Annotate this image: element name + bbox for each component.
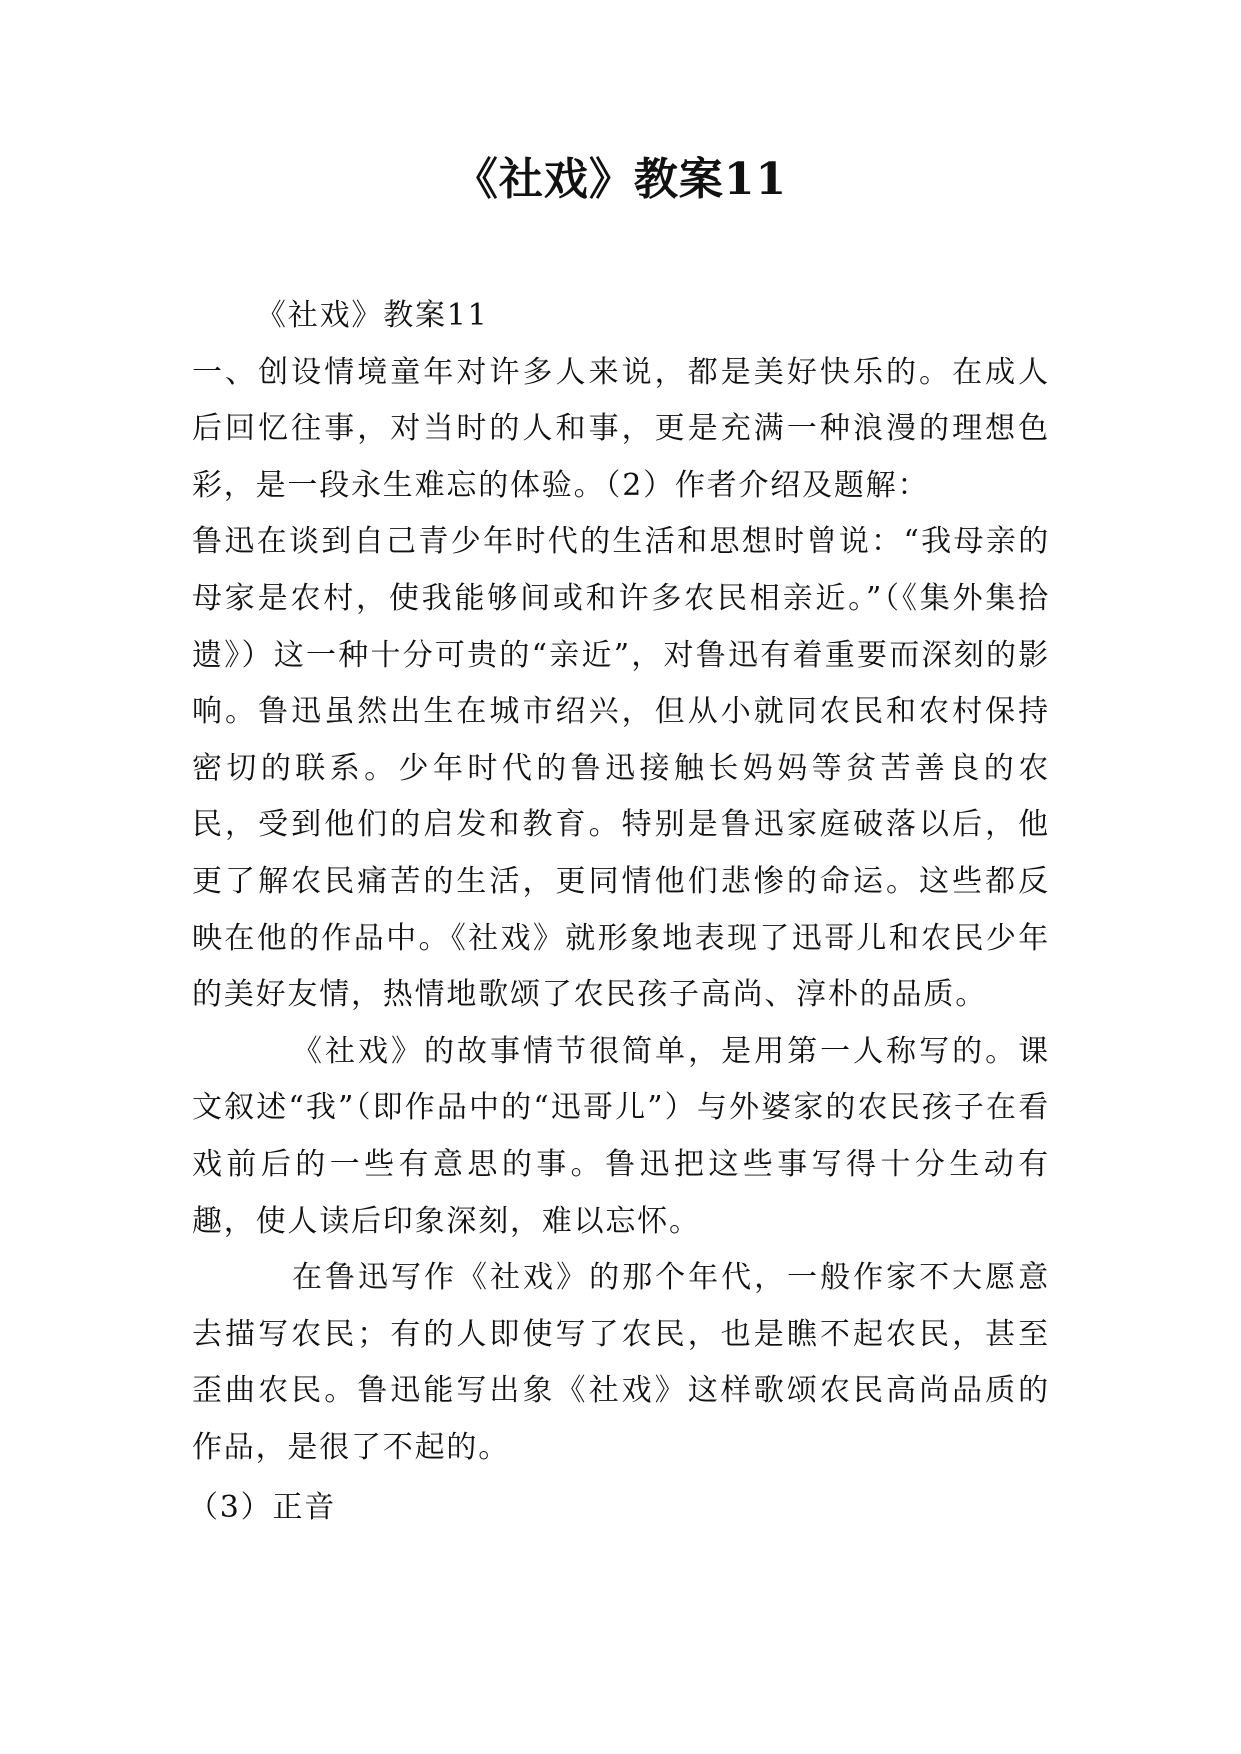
document-subtitle: 《社戏》教案11 [256, 298, 489, 333]
paragraph-author-background: 鲁迅在谈到自己青少年时代的生活和思想时曾说：“我母亲的母家是农村，使我能够间或和许多农民相亲近。”（《集外集拾遗》）这一种十分可贵的“亲近”，对鲁迅有着重要而深刻的影响。鲁迅虽然出生在城市绍兴，但从小就同农民和农村保持密切的联系。少年时代的鲁迅接触长妈妈等贫苦善良的农民，受到他们的启发和教育。特别是鲁迅家庭破落以后，他更了解农民痛苦的生活，更同情他们悲惨的命运。这些都反映在他的作品中。《社戏》就形象地表现了迅哥儿和农民少年的美好友情，热情地歌颂了农民孩子高尚、淳朴的品质。 [192, 524, 1050, 1013]
paragraph-era-context: 在鲁迅写作《社戏》的那个年代，一般作家不大愿意去描写农民；有的人即使写了农民，也是瞧不起农民，甚至歪曲农民。鲁迅能写出象《社戏》这样歌颂农民高尚品质的作品，是很了不起的。 [192, 1260, 1050, 1465]
document-body [188, 288, 1050, 1537]
document-title: 《社戏》教案11 [453, 154, 788, 205]
paragraph-intro: 一、创设情境童年对许多人来说，都是美好快乐的。在成人后回忆往事，对当时的人和事，更是充满一种浪漫的理想色彩，是一段永生难忘的体验。（2）作者介绍及题解： [192, 354, 1050, 503]
section-heading-pronunciation: （3）正音 [188, 1490, 337, 1526]
paragraph-story-summary: 《社戏》的故事情节很简单，是用第一人称写的。课文叙述“我”（即作品中的“迅哥儿”）与外婆家的农民孩子在看戏前后的一些有意思的事。鲁迅把这些事写得十分生动有趣，使人读后印象深刻，难以忘怀。 [192, 1033, 1050, 1239]
